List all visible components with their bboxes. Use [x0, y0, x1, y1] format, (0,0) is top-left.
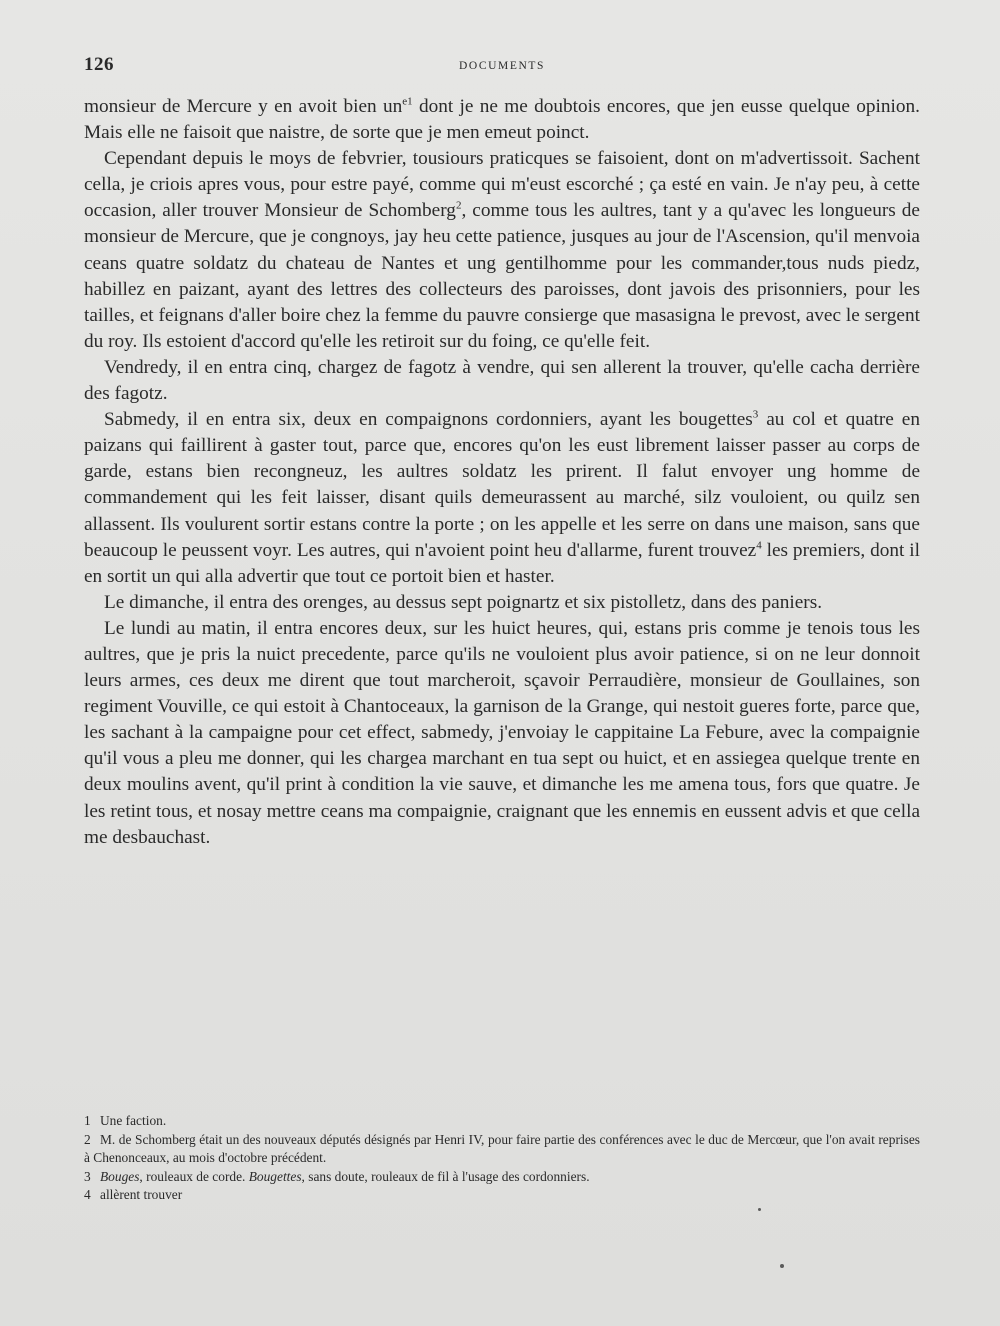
- text-run: M. de Schomberg était un des nouveaux députés désignés par Henri IV, pour faire partie des conférences avec le duc de Mercœur, que l'on avait reprises à Chenonceaux, au mois d'octobre précédent.: [84, 1131, 920, 1165]
- text-run: , comme tous les aultres, tant y a qu'avec les longueurs de monsieur de Mercure, que je congnoys, jay heu cette patience, jusques au jour de l'Ascension, qu'il menvoia ceans quatre soldatz du chateau de Nantes et ung gentilhomme pour les commander,tous nuds piedz, habillez en paizant, ayant des lettres des collecteurs des paroisses, dont javois des prisonniers, pour les tailles, et feignans d'aller boire chez la femme du pauvre consierge que masasigna le prevost, avec le sergent du roy. Ils estoient d'accord qu'elle les retiroit sur du foing, ce qu'elle feit.: [84, 200, 920, 352]
- text-run: Le dimanche, il entra des orenges, au dessus sept poignartz et six pistolletz, dans des paniers.: [104, 591, 823, 613]
- footnote-marker: 1: [84, 1113, 91, 1128]
- footnote: [84, 1186, 920, 1205]
- paragraph: [84, 590, 920, 616]
- footnote: [84, 1168, 920, 1187]
- footnotes: [84, 1112, 920, 1205]
- page-number: 126: [84, 54, 114, 75]
- footnote-marker: 2: [84, 1131, 91, 1147]
- footnote: [84, 1131, 920, 1168]
- paragraph: [84, 407, 920, 590]
- text-run: monsieur de Mercure y en avoit bien un: [84, 96, 403, 117]
- footnote-ref: 2: [455, 199, 462, 212]
- footnote: [84, 1112, 920, 1131]
- paragraph: [84, 146, 920, 355]
- running-head: DOCUMENTS: [459, 60, 545, 72]
- text-run: les premiers, dont il en sortit un qui alla advertir que tout ce portoit bien et haster.: [84, 539, 920, 587]
- footnote-ref: 3: [752, 408, 759, 421]
- text-run: Bouges: [100, 1168, 140, 1184]
- paragraph: [84, 94, 920, 146]
- footnote-ref: e1: [402, 95, 413, 108]
- text-run: dont je ne me doubtois encores, que jen eusse quelque opinion. Mais elle ne faisoit que naistre, de sorte que je men emeut poinct.: [84, 96, 920, 144]
- paragraph: [84, 616, 920, 851]
- text-run: Cependant depuis le moys de febvrier, tousiours praticques se faisoient, dont on m'advertissoit. Sachent cella, je criois apres vous, pour estre payé, comme qui m'eust escorché ; ça esté en vain. Je n'ay peu, à cette occasion, aller trouver Monsieur de Schomberg: [84, 148, 920, 222]
- paper-speck: [780, 1264, 784, 1268]
- page-header: [84, 54, 920, 78]
- text-run: , rouleaux de corde.: [139, 1168, 249, 1184]
- text-run: Sabmedy, il en entra six, deux en compaignons cordonniers, ayant les bougettes: [104, 409, 753, 431]
- text-run: Le lundi au matin, il entra encores deux, sur les huict heures, qui, estans pris comme je tenois tous les aultres, que je pris la nuict precedente, parce qu'ils ne vouloient plus avoir patience, si on ne leur donnoit leurs armes, ces deux me dirent que tout marcheroit, sçavoir Perraudière, monsieur de Goullaines, son regiment Vouville, ce qui estoit à Chantoceaux, la garnison de la Grange, qui nestoit gueres forte, parce que, les sachant à la campaigne pour cet effect, sabmedy, j'envoiay le cappitaine La Febure, avec la compaignie qu'il vous a pleu me donner, qui les chargea marchant en tua sept ou huict, et en assiegea quelque trente en deux moulins avent, qu'il print à condition la vie sauve, et dimanche les me amena tous, fors que quatre. Je les retint tous, et nosay mettre ceans ma compaignie, craignant que les ennemis en eussent advis et que cella me desbauchast.: [84, 617, 920, 848]
- text-run: Vendredy, il en entra cinq, chargez de fagotz à vendre, qui sen allerent la trouver, qu'elle cacha derrière des fagotz.: [84, 356, 920, 405]
- text-run: au col et quatre en paizans qui faillirent à gaster tout, parce que, encores qu'on les eust librement laisser passer au corps de garde, estans bien recongneuz, les aultres soldatz les prirent. Il falut envoyer ung homme de commandement qui les feit laisser, disant quils demeurassent au marché, silz vouloient, ou quilz sen allassent. Ils voulurent sortir estans contre la porte ; on les appelle et les serre on dans une maison, sans que beaucoup le peussent voyr. Les autres, qui n'avoient point heu d'allarme, furent trouvez: [84, 409, 920, 561]
- text-run: allèrent trouver: [100, 1187, 183, 1202]
- text-run: , sans doute, rouleaux de fil à l'usage des cordonniers.: [301, 1168, 590, 1184]
- paper-speck: [758, 1208, 761, 1211]
- body-text: [84, 94, 920, 851]
- text-run: Une faction.: [100, 1113, 167, 1128]
- paragraph: [84, 355, 920, 407]
- text-run: Bougettes: [248, 1168, 302, 1184]
- footnote-ref: 4: [756, 539, 762, 552]
- footnote-marker: 4: [84, 1187, 91, 1202]
- footnote-marker: 3: [84, 1168, 91, 1184]
